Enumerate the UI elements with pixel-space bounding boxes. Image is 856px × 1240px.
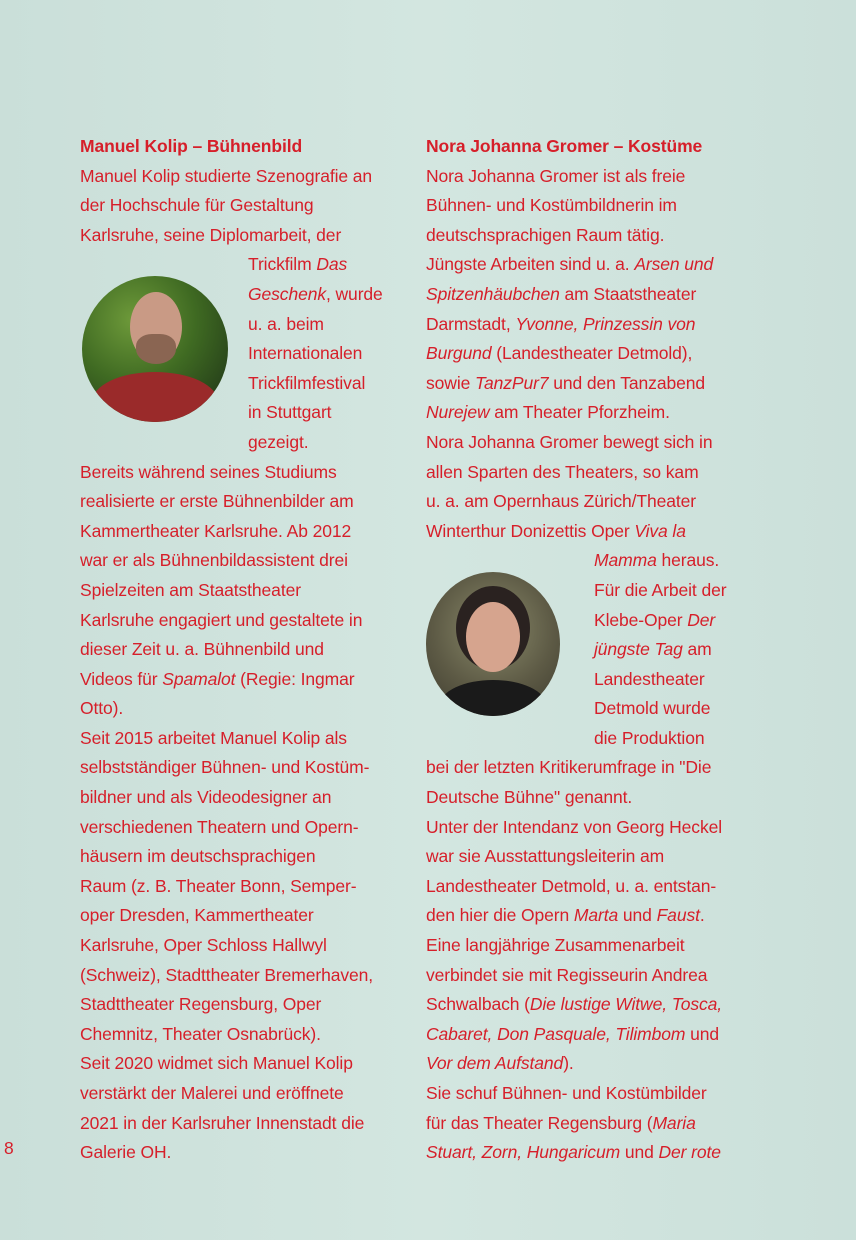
text-line: gezeigt. (248, 431, 309, 452)
text-line: Bühnen- und Kostümbildnerin im (426, 195, 677, 216)
text-line: deutschsprachigen Raum tätig. (426, 224, 665, 245)
text-line: Spitzenhäubchen am Staatstheater (426, 283, 697, 304)
text-line: Jüngste Arbeiten sind u. a. Arsen und (426, 254, 714, 275)
text-line: verbindet sie mit Regisseurin Andrea (426, 964, 708, 985)
text-line: jüngste Tag am (594, 639, 712, 660)
text-line: war er als Bühnenbildassistent drei (80, 550, 348, 571)
text-line: Nurejew am Theater Pforzheim. (426, 402, 670, 423)
portrait-manuel-kolip-icon (82, 276, 228, 422)
text-line: Otto). (80, 698, 124, 719)
text-line: Stadttheater Regensburg, Oper (80, 994, 322, 1015)
text-line: Klebe-Oper Der (594, 609, 716, 630)
text-line: häusern im deutschsprachigen (80, 846, 316, 867)
text-line: Spielzeiten am Staatstheater (80, 579, 301, 600)
text-line: für das Theater Regensburg (Maria (426, 1112, 696, 1133)
text-line: Trickfilmfestival (248, 372, 366, 393)
heading-nora-johanna-gromer: Nora Johanna Gromer – Kostüme (426, 136, 703, 156)
text-line: Manuel Kolip studierte Szenografie an (80, 165, 373, 186)
text-line: u. a. beim (248, 313, 324, 334)
text-line: Darmstadt, Yvonne, Prinzessin von (426, 313, 696, 334)
text-line: Deutsche Bühne" genannt. (426, 787, 633, 808)
shirt-shape (92, 372, 218, 422)
text-line: war sie Ausstattungsleiterin am (426, 846, 665, 867)
face-shape (466, 602, 520, 672)
text-line: den hier die Opern Marta und Faust. (426, 905, 705, 926)
text-line: Mamma heraus. (594, 550, 720, 571)
text-line: Detmold wurde (594, 698, 711, 719)
text-line: Galerie OH. (80, 1142, 172, 1163)
text-line: bildner und als Videodesigner an (80, 787, 332, 808)
text-line: in Stuttgart (248, 402, 332, 423)
text-line: verschiedenen Theatern und Opern- (80, 816, 359, 837)
text-line: Landestheater Detmold, u. a. entstan- (426, 875, 717, 896)
text-line: der Hochschule für Gestaltung (80, 195, 314, 216)
text-line: selbstständiger Bühnen- und Kostüm- (80, 757, 370, 778)
text-line: Seit 2020 widmet sich Manuel Kolip (80, 1053, 353, 1074)
text-line: Internationalen (248, 343, 363, 364)
body-shape (440, 680, 546, 716)
text-line: Karlsruhe, seine Diplomarbeit, der (80, 224, 342, 245)
text-line: (Schweiz), Stadttheater Bremerhaven, (80, 964, 374, 985)
text-line: Schwalbach (Die lustige Witwe, Tosca, (426, 994, 723, 1015)
text-line: Eine langjährige Zusammenarbeit (426, 935, 685, 956)
text-line: Karlsruhe engagiert und gestaltete in (80, 609, 363, 630)
page-number: 8 (4, 1138, 14, 1158)
text-line: realisierte er erste Bühnenbilder am (80, 491, 354, 512)
text-line: Winterthur Donizettis Oper Viva la (426, 520, 686, 541)
text-line: 2021 in der Karlsruher Innenstadt die (80, 1112, 365, 1133)
text-line: u. a. am Opernhaus Zürich/Theater (426, 491, 697, 512)
text-line: Nora Johanna Gromer bewegt sich in (426, 431, 713, 452)
text-line: allen Sparten des Theaters, so kam (426, 461, 699, 482)
text-line: Unter der Intendanz von Georg Heckel (426, 816, 723, 837)
text-line: die Produktion (594, 727, 705, 748)
text-line: verstärkt der Malerei und eröffnete (80, 1083, 344, 1103)
text-line: Landestheater (594, 668, 705, 689)
text-line: oper Dresden, Kammertheater (80, 905, 314, 926)
text-line: bei der letzten Kritikerumfrage in "Die (426, 757, 712, 778)
beard-shape (136, 334, 176, 364)
text-line: Seit 2015 arbeitet Manuel Kolip als (80, 727, 347, 748)
text-line: Kammertheater Karlsruhe. Ab 2012 (80, 520, 352, 541)
text-line: dieser Zeit u. a. Bühnenbild und (80, 639, 324, 660)
text-line: Videos für Spamalot (Regie: Ingmar (80, 668, 355, 689)
text-line: Bereits während seines Studiums (80, 461, 337, 482)
text-line: Für die Arbeit der (594, 579, 727, 600)
text-line: Chemnitz, Theater Osnabrück). (80, 1023, 321, 1044)
text-line: Cabaret, Don Pasquale, Tilimbom und (426, 1023, 720, 1044)
text-line: Burgund (Landestheater Detmold), (426, 343, 693, 364)
text-line: Nora Johanna Gromer ist als freie (426, 165, 686, 186)
portrait-nora-johanna-gromer-icon (426, 572, 560, 716)
heading-manuel-kolip: Manuel Kolip – Bühnenbild (80, 136, 303, 156)
text-line: Sie schuf Bühnen- und Kostümbilder (426, 1083, 707, 1103)
text-line: Karlsruhe, Oper Schloss Hallwyl (80, 935, 327, 956)
text-line: Vor dem Aufstand). (426, 1053, 574, 1074)
text-line: Trickfilm Das (248, 254, 348, 275)
text-line: sowie TanzPur7 und den Tanzabend (426, 372, 705, 393)
text-line: Geschenk, wurde (248, 283, 383, 304)
text-line: Stuart, Zorn, Hungaricum und Der rote (426, 1142, 721, 1163)
text-line: Raum (z. B. Theater Bonn, Semper- (80, 875, 357, 896)
